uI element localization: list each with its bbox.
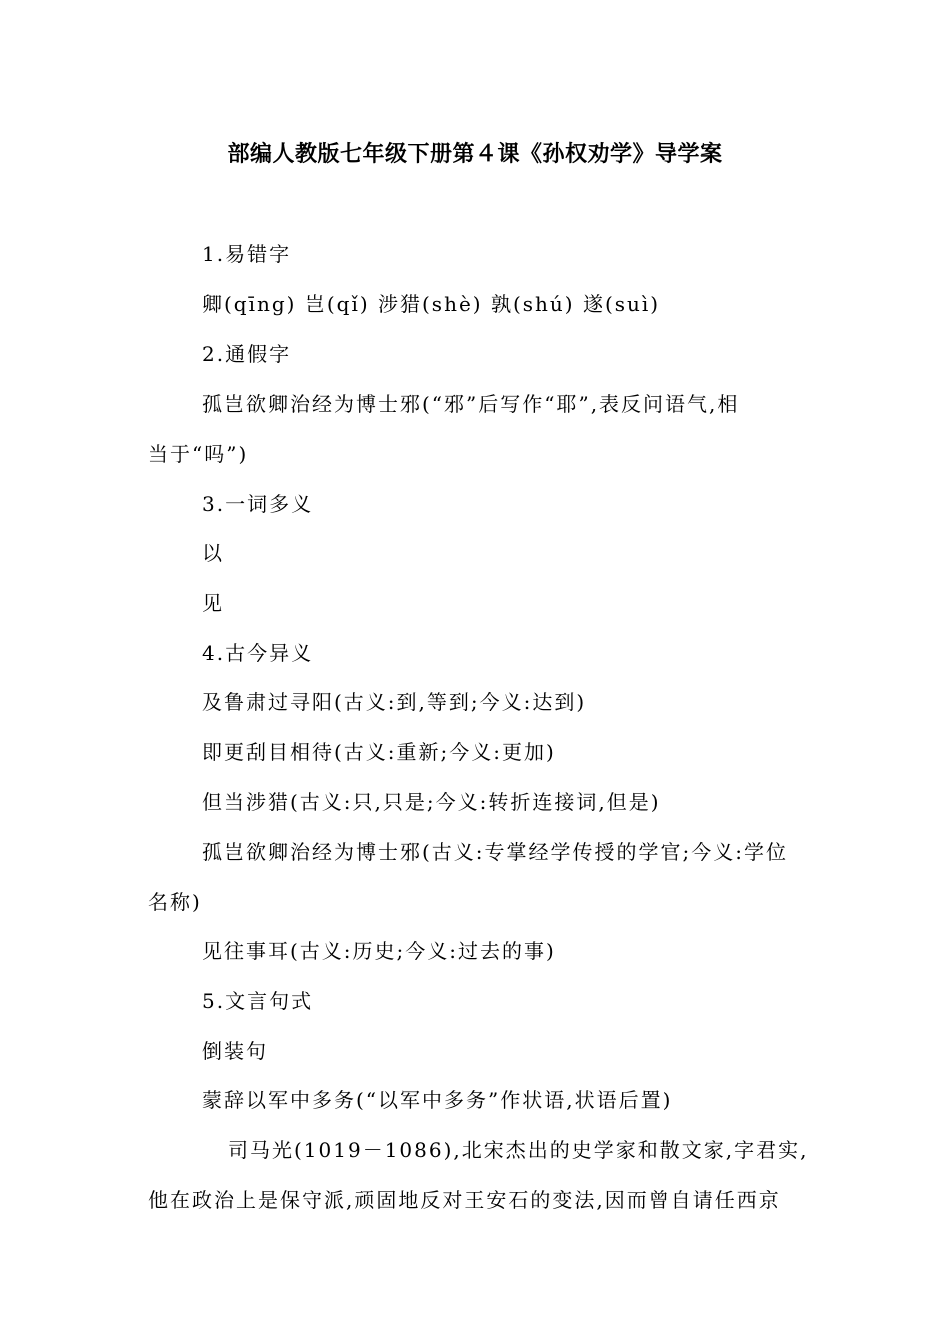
text-line: 以 xyxy=(202,541,224,565)
document-title: 部编人教版七年级下册第４课《孙权劝学》导学案 xyxy=(227,142,723,167)
section-heading-tongjia: 2.通假字 xyxy=(202,342,292,366)
text-line: 倒装句 xyxy=(202,1039,268,1063)
text-line: 但当涉猎(古义:只,只是;今义:转折连接词,但是) xyxy=(202,790,661,814)
text-line: 即更刮目相待(古义:重新;今义:更加) xyxy=(202,740,556,764)
text-line: 当于“吗”) xyxy=(148,442,249,466)
text-line: 名称) xyxy=(148,890,202,914)
text-line: 卿(qīng) 岂(qǐ) 涉猎(shè) 孰(shú) 遂(suì) xyxy=(202,292,661,316)
text-line: 蒙辞以军中多务(“以军中多务”作状语,状语后置) xyxy=(202,1088,673,1112)
text-line: 司马光(1019－1086),北宋杰出的史学家和散文家,字君实, xyxy=(228,1138,809,1162)
text-line: 及鲁肃过寻阳(古义:到,等到;今义:达到) xyxy=(202,690,587,714)
section-heading-sentence-patterns: 5.文言句式 xyxy=(202,989,314,1013)
text-line: 孤岂欲卿治经为博士邪(“邪”后写作“耶”,表反问语气,相 xyxy=(202,392,740,416)
section-heading-polysemy: 3.一词多义 xyxy=(202,492,314,516)
text-line: 见 xyxy=(202,591,224,615)
text-line: 见往事耳(古义:历史;今义:过去的事) xyxy=(202,939,556,963)
text-line: 他在政治上是保守派,顽固地反对王安石的变法,因而曾自请任西京 xyxy=(148,1188,781,1212)
section-heading-ancient-modern: 4.古今异义 xyxy=(202,641,314,665)
section-heading-typo-chars: 1.易错字 xyxy=(202,242,292,266)
text-line: 孤岂欲卿治经为博士邪(古义:专掌经学传授的学官;今义:学位 xyxy=(202,840,789,864)
